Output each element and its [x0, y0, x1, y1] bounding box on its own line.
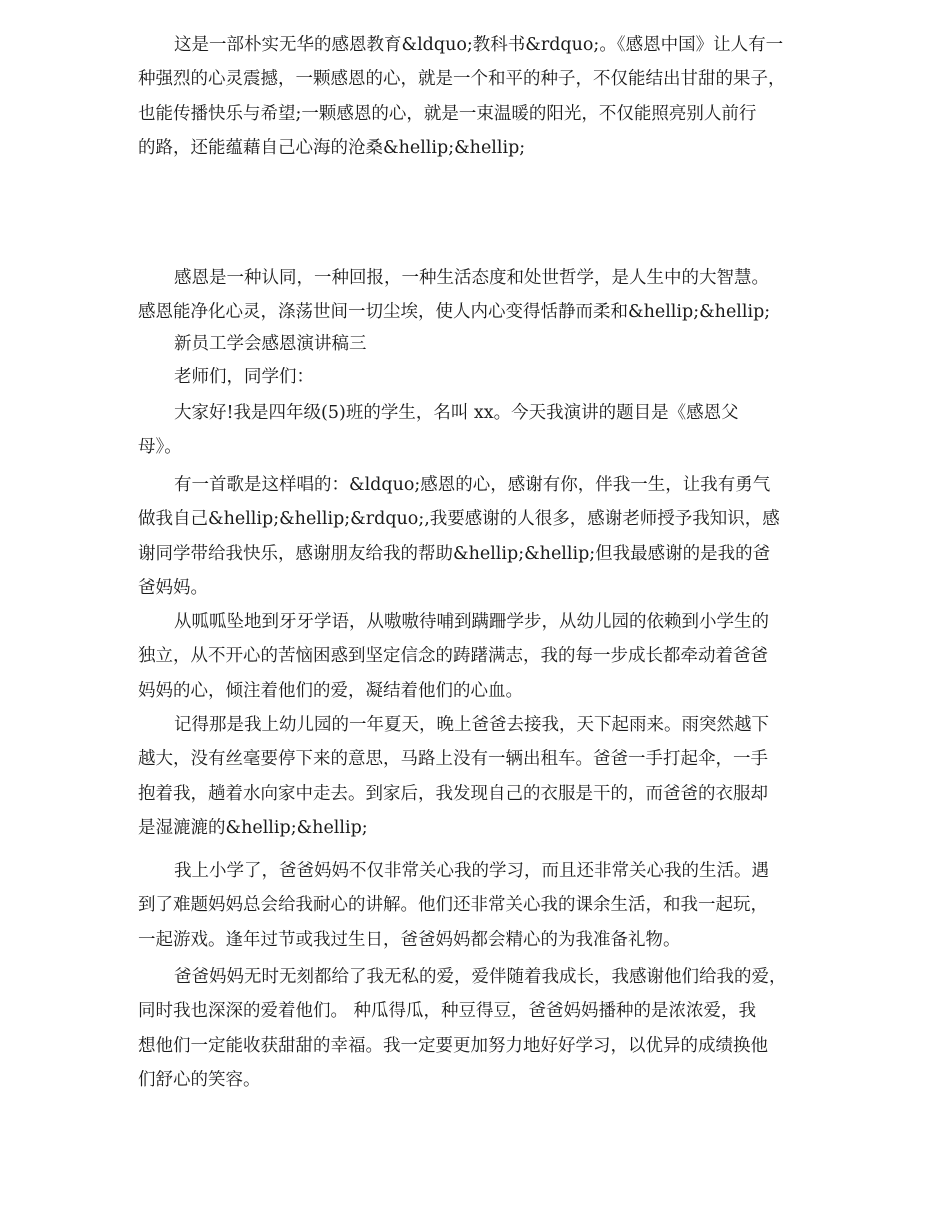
text-line: 爸爸妈妈无时无刻都给了我无私的爱，爱伴随着我成长，我感谢他们给我的爱， — [174, 967, 787, 987]
text-line: 记得那是我上幼儿园的一年夏天，晚上爸爸去接我，天下起雨来。雨突然越下 — [174, 715, 769, 735]
text-line: 种强烈的心灵震撼，一颗感恩的心，就是一个和平的种子，不仅能结出甘甜的果子， — [138, 69, 786, 90]
paragraph — [138, 854, 818, 957]
text-line: 从呱呱坠地到牙牙学语，从嗷嗷待哺到蹒跚学步，从幼儿园的依赖到小学生的 — [174, 612, 769, 632]
text-line: 大家好!我是四年级(5)班的学生，名叫 xx。今天我演讲的题目是《感恩父 — [174, 403, 739, 423]
text-line: 也能传播快乐与希望;一颗感恩的心，就是一束温暖的阳光，不仅能照亮别人前行 — [138, 103, 757, 124]
paragraph — [138, 261, 818, 330]
text-line: 有一首歌是这样唱的：&ldquo;感恩的心，感谢有你，伴我一生，让我有勇气 — [174, 475, 771, 495]
text-line: 感恩是一种认同，一种回报，一种生活态度和处世哲学，是人生中的大智慧。 — [174, 268, 769, 288]
text-line: 爸妈妈。 — [138, 577, 208, 598]
text-line: 的路，还能蕴藉自己心海的沧桑&hellip;&hellip; — [138, 137, 526, 158]
paragraph — [138, 396, 818, 465]
text-line: 我上小学了，爸爸妈妈不仅非常关心我的学习，而且还非常关心我的生活。遇 — [174, 861, 769, 881]
paragraph — [138, 28, 818, 165]
text-line: 一起游戏。逢年过节或我过生日，爸爸妈妈都会精心的为我准备礼物。 — [138, 929, 681, 950]
text-line: 母》。 — [138, 437, 182, 458]
text-line: 同时我也深深的爱着他们。 种瓜得瓜，种豆得豆，爸爸妈妈播种的是浓浓爱，我 — [138, 1001, 757, 1022]
text-line: 是湿漉漉的&hellip;&hellip; — [138, 817, 368, 838]
text-line: 妈妈的心，倾注着他们的爱，凝结着他们的心血。 — [138, 680, 523, 701]
paragraph — [138, 468, 818, 605]
text-line: 老师们，同学们： — [174, 367, 314, 387]
text-line: 谢同学带给我快乐，感谢朋友给我的帮助&hellip;&hellip;但我最感谢的是我的爸 — [138, 543, 771, 564]
text-line: 感恩能净化心灵，涤荡世间一切尘埃，使人内心变得恬静而柔和&hellip;&hellip; — [138, 302, 771, 323]
section-title — [138, 327, 818, 361]
text-line: 新员工学会感恩演讲稿三 — [174, 334, 367, 354]
text-line: 抱着我，趟着水向家中走去。到家后，我发现自己的衣服是干的，而爸爸的衣服却 — [138, 783, 768, 804]
text-line: 到了难题妈妈总会给我耐心的讲解。他们还非常关心我的课余生活，和我一起玩， — [138, 895, 768, 916]
paragraph — [138, 960, 818, 1097]
text-line: 做我自己&hellip;&hellip;&rdquo;,我要感谢的人很多，感谢老师授予我知识，感 — [138, 509, 780, 530]
text-line: 想他们一定能收获甜甜的幸福。我一定要更加努力地好好学习，以优异的成绩换他 — [138, 1035, 768, 1056]
text-line: 独立，从不开心的苦恼困惑到坚定信念的踌躇满志，我的每一步成长都牵动着爸爸 — [138, 646, 768, 667]
text-line: 们舒心的笑容。 — [138, 1069, 261, 1090]
text-line: 这是一部朴实无华的感恩教育&ldquo;教科书&rdquo;。《感恩中国》让人有一 — [174, 35, 784, 55]
paragraph — [138, 708, 818, 845]
text-line: 越大，没有丝毫要停下来的意思，马路上没有一辆出租车。爸爸一手打起伞，一手 — [138, 749, 768, 770]
paragraph — [138, 605, 818, 708]
salutation — [138, 360, 818, 394]
